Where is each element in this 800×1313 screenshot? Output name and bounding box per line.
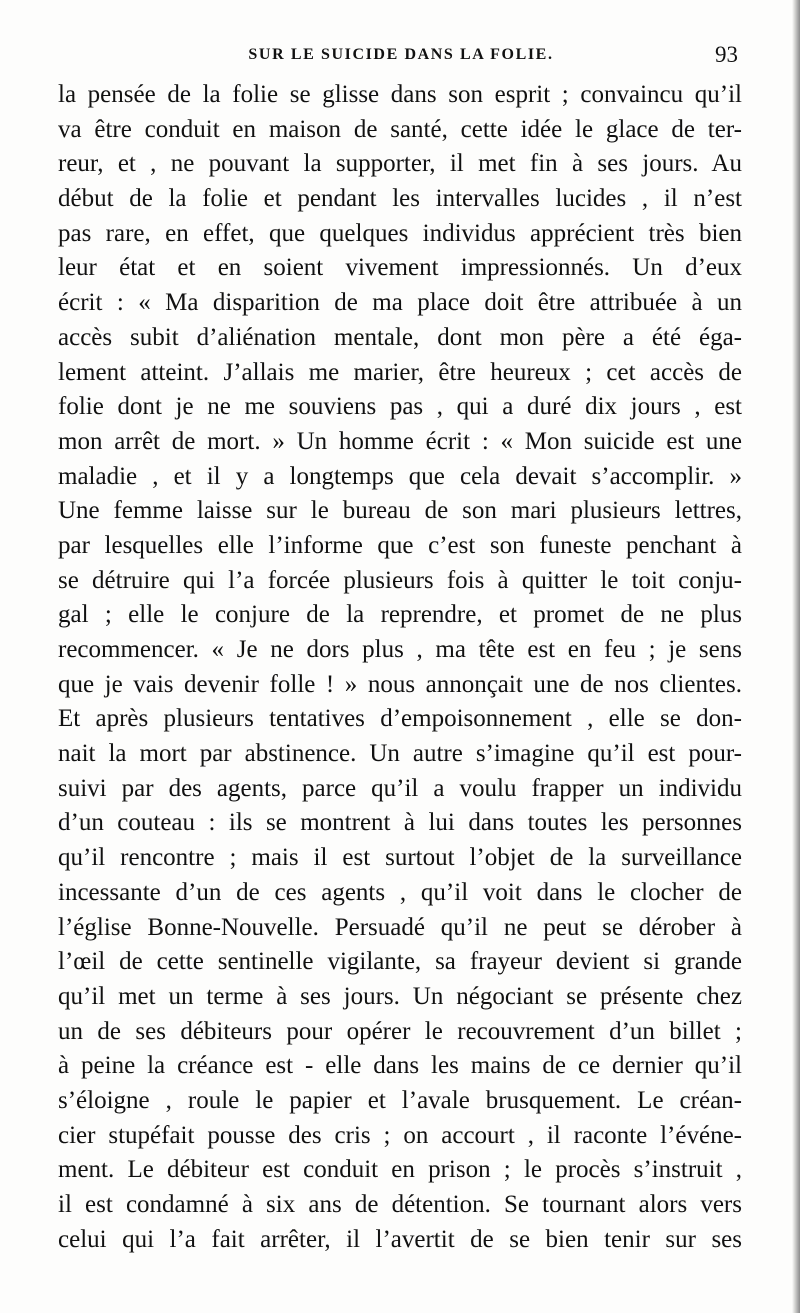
- page-header: [62, 44, 740, 74]
- page-edge-shadow: [792, 0, 800, 1313]
- text-line: folie dont je ne me souviens pas , qui a duré dix jours , est: [58, 393, 742, 421]
- text-line: Et après plusieurs tentatives d’empoisonnement , elle se don-: [58, 705, 742, 733]
- text-line: mon arrêt de mort. » Un homme écrit : « Mon suicide est une: [58, 427, 742, 455]
- running-title: SUR LE SUICIDE DANS LA FOLIE.: [248, 46, 554, 63]
- text-line: pas rare, en effet, que quelques individus apprécient très bien: [58, 219, 742, 247]
- text-line: que je vais devenir folle ! » nous annonçait une de nos clientes.: [58, 670, 742, 698]
- text-line: s’éloigne , roule le papier et l’avale brusquement. Le créan-: [58, 1086, 742, 1114]
- text-line: se détruire qui l’a forcée plusieurs fois à quitter le toit conju-: [58, 566, 742, 594]
- text-line: leur état et en soient vivement impressionnés. Un d’eux: [58, 254, 742, 282]
- text-line: incessante d’un de ces agents , qu’il voit dans le clocher de: [58, 878, 742, 906]
- text-line: qu’il rencontre ; mais il est surtout l’objet de la surveillance: [58, 844, 742, 872]
- text-line: suivi par des agents, parce qu’il a voulu frapper un individu: [58, 774, 742, 802]
- text-line: par lesquelles elle l’informe que c’est son funeste penchant à: [58, 531, 742, 559]
- text-line: l’œil de cette sentinelle vigilante, sa frayeur devient si grande: [58, 948, 742, 976]
- text-line: Une femme laisse sur le bureau de son mari plusieurs lettres,: [58, 497, 742, 525]
- text-line: maladie , et il y a longtemps que cela devait s’accomplir. »: [58, 462, 742, 490]
- text-line: celui qui l’a fait arrêter, il l’avertit de se bien tenir sur ses: [58, 1225, 742, 1253]
- text-line: qu’il met un terme à ses jours. Un négociant se présente chez: [58, 982, 742, 1010]
- text-line: ment. Le débiteur est conduit en prison ; le procès s’instruit ,: [58, 1156, 742, 1184]
- text-line: recommencer. « Je ne dors plus , ma tête est en feu ; je sens: [58, 636, 742, 663]
- text-line: à peine la créance est - elle dans les mains de ce dernier qu’il: [58, 1052, 742, 1080]
- text-line: il est condamné à six ans de détention. Se tournant alors vers: [58, 1191, 742, 1218]
- text-line: début de la folie et pendant les intervalles lucides , il n’est: [58, 185, 742, 213]
- text-line: la pensée de la folie se glisse dans son esprit ; convaincu qu’il: [58, 81, 742, 108]
- page-number: 93: [715, 42, 738, 67]
- text-line: reur, et , ne pouvant la supporter, il met fin à ses jours. Au: [58, 150, 742, 178]
- text-line: cier stupéfait pousse des cris ; on accourt , il raconte l’événe-: [58, 1121, 742, 1149]
- text-line: va être conduit en maison de santé, cette idée le glace de ter-: [58, 115, 742, 143]
- text-line: nait la mort par abstinence. Un autre s’imagine qu’il est pour-: [58, 740, 742, 768]
- text-line: un de ses débiteurs pour opérer le recouvrement d’un billet ;: [58, 1017, 742, 1045]
- text-line: accès subit d’aliénation mentale, dont mon père a été éga-: [58, 323, 742, 351]
- text-line: gal ; elle le conjure de la reprendre, et promet de ne plus: [58, 601, 742, 629]
- text-line: lement atteint. J’allais me marier, être heureux ; cet accès de: [58, 358, 742, 386]
- text-line: écrit : « Ma disparition de ma place doit être attribuée à un: [58, 289, 742, 317]
- text-line: l’église Bonne-Nouvelle. Persuadé qu’il ne peut se dérober à: [58, 913, 742, 941]
- text-line: d’un couteau : ils se montrent à lui dans toutes les personnes: [58, 809, 742, 837]
- body-text: [58, 78, 742, 1257]
